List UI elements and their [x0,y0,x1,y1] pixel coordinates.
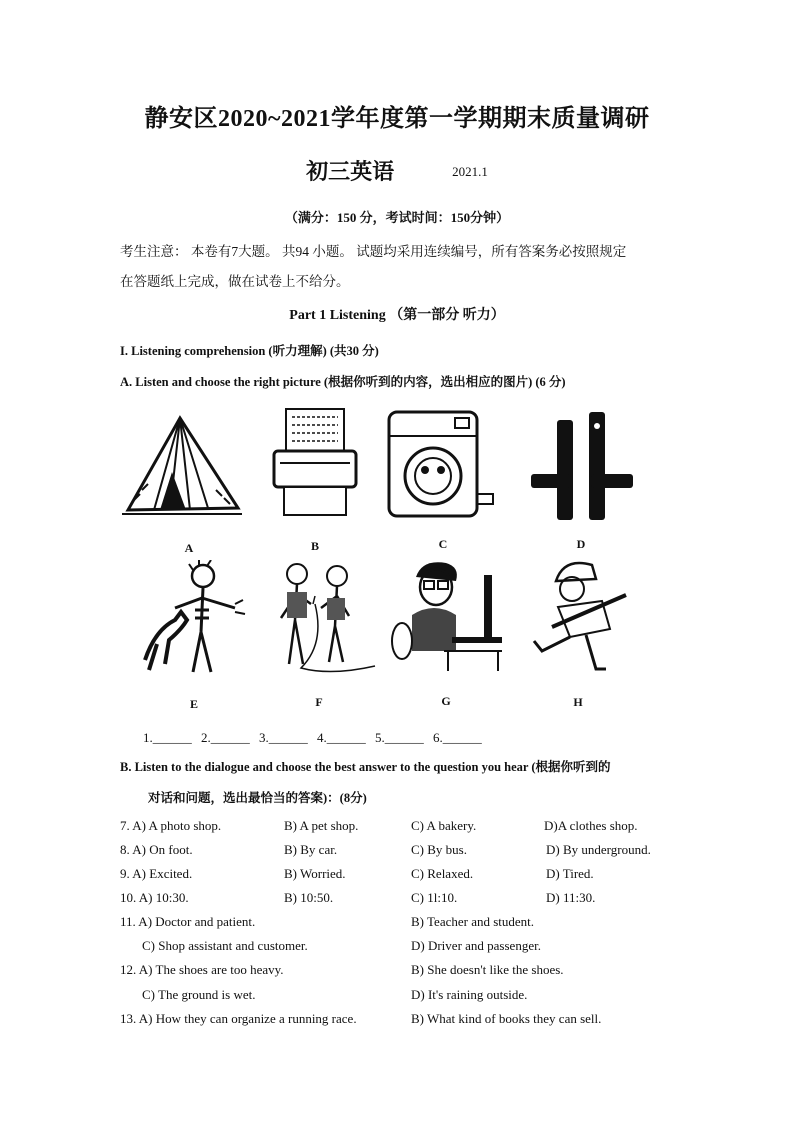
picture-label-f: F [315,695,323,709]
picture-label-g: G [441,694,451,708]
question-7-a: 7. A) A photo shop. [120,818,222,833]
question-9-b: B) Worried. [284,866,346,881]
answer-blanks [143,730,488,746]
question-12-d: D) It's raining outside. [411,987,528,1002]
picture-label-a: A [184,541,194,555]
question-11-a: 11. A) Doctor and patient. [120,914,256,929]
question-13-b: B) What kind of books they can sell. [411,1011,602,1026]
question-8-a: 8. A) On foot. [120,842,193,857]
picture-label-e: E [189,697,198,711]
answer-blank[interactable]: 1.______ [143,730,192,745]
picture-label-h: H [573,695,583,709]
answer-blank[interactable]: 5.______ [375,730,424,745]
question-11-b: B) Teacher and student. [411,914,535,929]
picture-label-b: B [310,539,319,553]
subtitle-row [0,155,794,186]
question-10-b: B) 10:50. [284,890,334,905]
washing-machine-icon [385,408,497,520]
section-A-heading: A. Listen and choose the right picture (根据你听到的内容，选出相应的图片) (6 分) [120,375,566,389]
soldier-icon [522,555,637,675]
section-B-heading: B. Listen to the dialogue and choose the best answer to the question you hear (根据你听到的 [120,760,611,774]
question-8-d: D) By underground. [546,842,651,857]
section-B-heading-cont: 对话和问题，选出最恰当的答案)：(8分) [148,791,367,805]
question-12-b: B) She doesn't like the shoes. [411,962,564,977]
notice-line-2: 在答题纸上完成，做在试卷上不给分。 [120,274,350,289]
question-10-d: D) 11:30. [546,890,596,905]
question-9-d: D) Tired. [546,866,594,881]
printer-icon [270,405,360,520]
man-at-computer-icon [382,555,507,675]
answer-blank[interactable]: 6.______ [433,730,482,745]
door-handles-icon [527,408,637,523]
picture-label-d: D [576,537,586,551]
answer-blank[interactable]: 3.______ [259,730,308,745]
question-7-b: B) A pet shop. [284,818,359,833]
section-I-heading: I. Listening comprehension (听力理解) (共30 分) [120,344,379,358]
question-12-c: C) The ground is wet. [142,987,256,1002]
exam-title: 静安区2020~2021学年度第一学期期末质量调研 [144,106,650,132]
question-9-a: 9. A) Excited. [120,866,193,881]
question-12-a: 12. A) The shoes are too heavy. [120,962,284,977]
question-10-c: C) 1l:10. [411,890,458,905]
dog-attacking-man-icon [135,560,250,680]
question-10-a: 10. A) 10:30. [120,890,189,905]
interview-icon [275,558,380,673]
answer-blank[interactable]: 2.______ [201,730,250,745]
question-7-d: D)A clothes shop. [544,818,638,833]
question-13-a: 13. A) How they can organize a running race. [120,1011,357,1026]
part1-heading: Part 1 Listening （第一部分 听力） [289,308,505,323]
picture-label-c: C [438,537,448,551]
question-11-d: D) Driver and passenger. [411,938,541,953]
question-8-b: B) By car. [284,842,338,857]
question-7-c: C) A bakery. [411,818,477,833]
question-9-c: C) Relaxed. [411,866,474,881]
notice-block [120,237,690,297]
exam-date: 2021.1 [452,164,488,179]
notice-line-1: 考生注意： 本卷有7大题。 共94 小题。 试题均采用连续编号，所有答案务必按照规定 [120,244,627,259]
answer-blank[interactable]: 4.______ [317,730,366,745]
tent-icon [120,410,245,522]
score-line: （满分：150 分，考试时间：150分钟） [284,210,510,225]
question-11-c: C) Shop assistant and customer. [142,938,308,953]
question-8-c: C) By bus. [411,842,467,857]
subject-title: 初三英语 [306,159,395,184]
